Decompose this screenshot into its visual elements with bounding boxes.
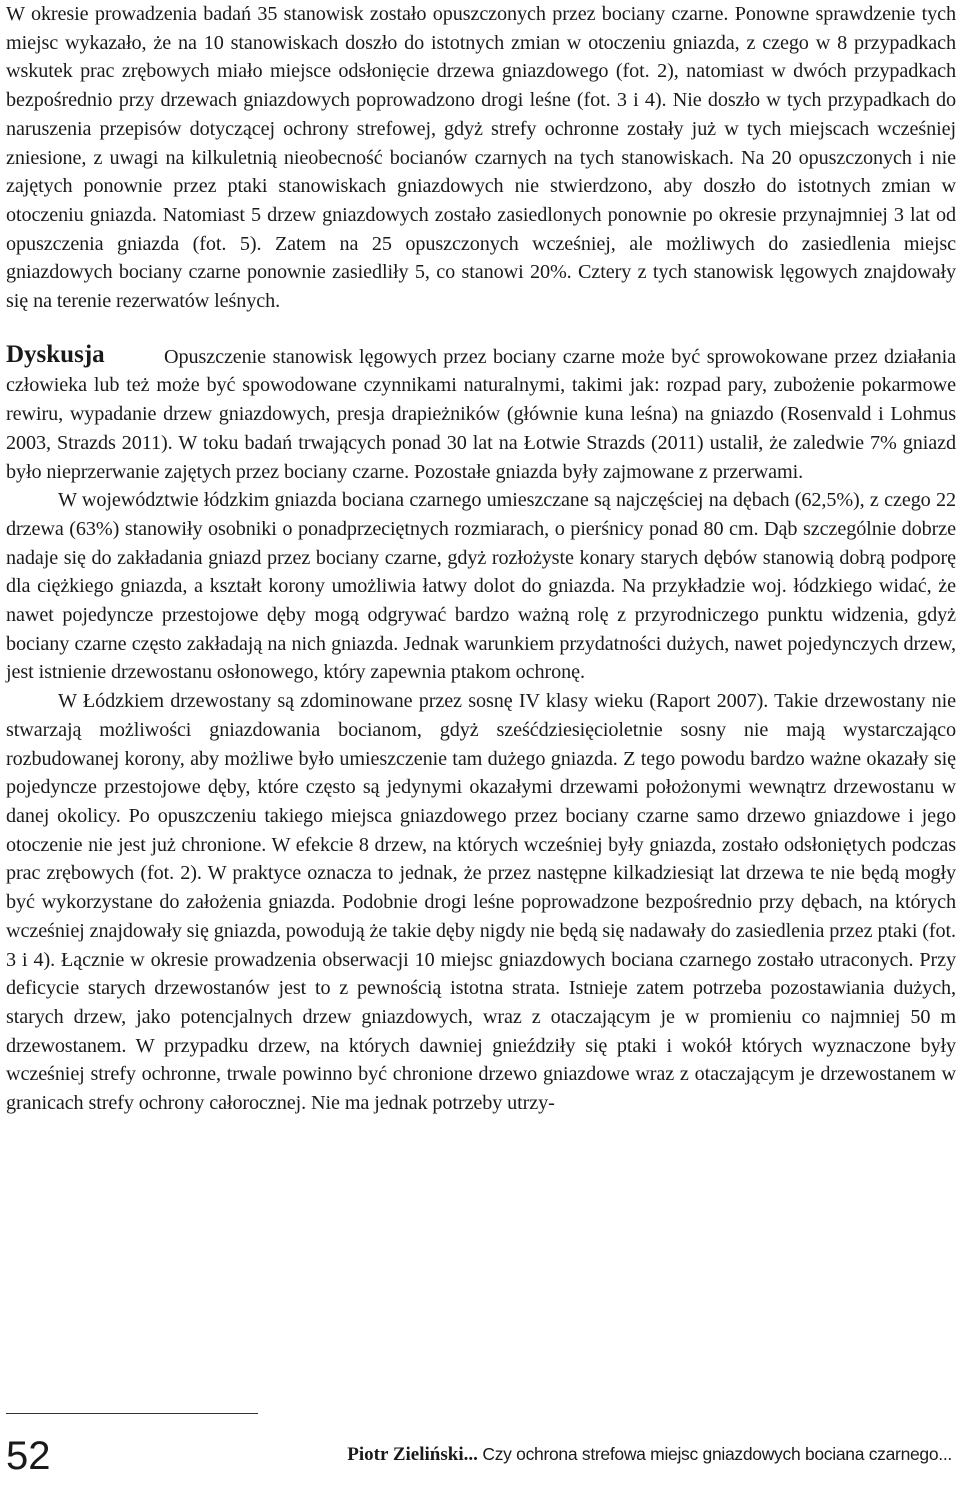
running-head [347, 1442, 952, 1467]
page-content [6, 0, 956, 1118]
section-heading: Dyskusja [6, 340, 105, 368]
body-paragraph: W województwie łódzkim gniazda bociana czarnego umieszczane są najczęściej na dębach (62,5%), z czego 22 drzewa (63%) stanowiły osobniki o ponadprzeciętnych rozmiarach, o pierśnicy ponad 80 cm. Dąb szczególnie dobrze nadaje się do zakładania gniazd przez bociany czarne, gdyż rozłożyste konary starych dębów stanowią dobrą podporę dla ciężkiego gniazda, a kształt korony umożliwia łatwy dolot do gniazda. Na przykładzie woj. łódzkiego widać, że nawet pojedyncze przestojowe dęby mogą odgrywać bardzo ważną rolę z przyrodniczego punktu widzenia, gdyż bociany czarne często zakładają na nich gniazda. Jednak warunkiem przydatności dużych, nawet pojedynczych drzew, jest istnienie drzewostanu osłonowego, który zapewnia ptakom ochronę. [6, 489, 956, 684]
page-number: 52 [6, 1434, 51, 1478]
body-paragraph: W Łódzkiem drzewostany są zdominowane przez sosnę IV klasy wieku (Raport 2007). Takie drzewostany nie stwarzają możliwości gniazdowania bocianom, gdyż sześćdziesięcioletnie sosny nie mają wystarczająco rozbudowanej korony, aby możliwe było umieszczenie tam dużego gniazda. Z tego powodu bardzo ważne okazały się pojedyncze przestojowe dęby, które często są jedynymi okazałymi drzewami położonymi wewnątrz drzewostanu w danej okolicy. Po opuszczeniu takiego miejsca gniazdowego przez bociany czarne samo drzewo gniazdowe i jego otoczenie nie jest już chronione. W efekcie 8 drzew, na których wcześniej były gniazda, zostało odsłoniętych podczas prac zrębowych (fot. 2). W praktyce oznacza to jednak, że przez następne kilkadziesiąt lat drzewa te nie będą mogły być wykorzystane do założenia gniazda. Podobnie drogi leśne poprowadzone bezpośrednio przy dębach, na których wcześniej znajdowały się gniazda, powodują że takie dęby nigdy nie będą się nadawały do zasiedlenia przez ptaki (fot. 3 i 4). Łącznie w okresie prowadzenia obserwacji 10 miejsc gniazdowych bociana czarnego zostało utraconych. Przy deficycie starych drzewostanów jest to z pewnością istotna strata. Istnieje zatem potrzeba pozostawiania dużych, starych drzew, jako potencjalnych drzew gniazdowych, wraz z otaczającym je w promieniu co najmniej 50 m drzewostanem. W przypadku drzew, na których dawniej gnieździły się ptaki i wokół których wyznaczone były wcześniej strefy ochronne, trwale powinno być chronione drzewo gniazdowe wraz z otaczającym je drzewostanem w granicach strefy ochrony całorocznej. Nie ma jednak potrzeby utrzy- [6, 690, 956, 1115]
running-head-author: Piotr Zieliński... [347, 1444, 478, 1465]
body-paragraph: W okresie prowadzenia badań 35 stanowisk zostało opuszczonych przez bociany czarne. Ponowne sprawdzenie tych miejsc wykazało, że na 10 stanowiskach doszło do istotnych zmian w otoczeniu gniazda, z czego w 8 przypadkach wskutek prac zrębowych miało miejsce odsłonięcie drzewa gniazdowego (fot. 2), natomiast w dwóch przypadkach bezpośrednio przy drzewach gniazdowych poprowadzono drogi leśne (fot. 3 i 4). Nie doszło w tych przypadkach do naruszenia przepisów dotyczącej ochrony strefowej, gdyż strefy ochronne zostały już w tych miejscach wcześniej zniesione, z uwagi na kilkuletnią nieobecność bocianów czarnych na tych stanowiskach. Na 20 opuszczonych i nie zajętych ponownie przez ptaki stanowiskach gniazdowych nie stwierdzono, aby doszło do istotnych zmian w otoczeniu gniazda. Natomiast 5 drzew gniazdowych zostało zasiedlonych ponownie po okresie przynajmniej 3 lat od opuszczenia gniazda (fot. 5). Zatem na 25 opuszczonych wcześniej, ale możliwych do zasiedlenia miejsc gniazdowych bociany czarne ponownie zasiedliły 5, co stanowi 20%. Cztery z tych stanowisk lęgowych znajdowały się na terenie rezerwatów leśnych. [6, 3, 956, 313]
body-paragraph-text: Opuszczenie stanowisk lęgowych przez bociany czarne może być sprowokowane przez działania człowieka lub też może być spowodowane czynnikami naturalnymi, takimi jak: rozpad pary, zubożenie pokarmowe rewiru, wypadanie drzew gniazdowych, presja drapieżników (głównie kuna leśna) na gniazdo (Rosenvald i Lohmus 2003, Strazds 2011). W toku badań trwających ponad 30 lat na Łotwie Strazds (2011) ustalił, że zaledwie 7% gniazd było nieprzerwanie zajętych przez bociany czarne. Pozostałe gniazda były zajmowane z przerwami. [6, 345, 956, 483]
running-head-title: Czy ochrona strefowa miejsc gniazdowych bociana czarnego... [482, 1444, 952, 1464]
footer-rule [6, 1413, 258, 1414]
page-footer [6, 1432, 956, 1482]
body-paragraph [6, 343, 956, 487]
